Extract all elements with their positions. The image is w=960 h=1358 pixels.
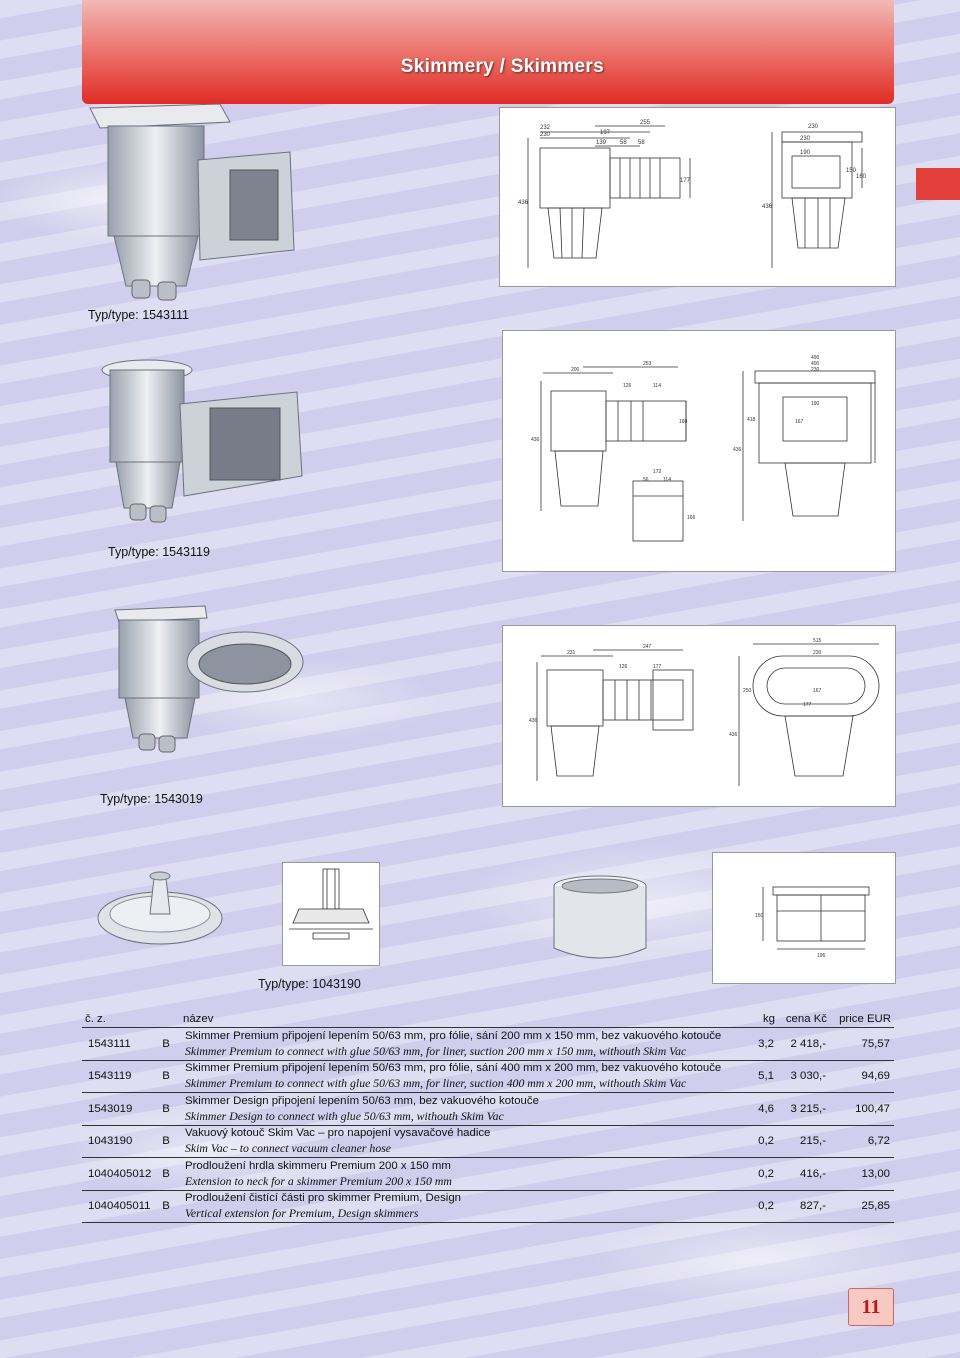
description-en: Skim Vac – to connect vacuum cleaner hose — [185, 1141, 392, 1156]
header-price-czk: cena Kč — [785, 1012, 827, 1025]
category: B — [162, 1135, 170, 1148]
price-table — [82, 1010, 894, 1223]
dimension-label: 230 — [800, 136, 811, 142]
dimension-label: 177 — [653, 664, 662, 670]
category: B — [162, 1167, 170, 1180]
weight-kg: 0,2 — [758, 1200, 774, 1213]
dimension-label: 418 — [747, 417, 756, 423]
product-code: 1543019 — [88, 1102, 133, 1115]
dimension-label: 139 — [596, 140, 607, 146]
description-cz: Prodloužení čistící části pro skimmer Premium, Design — [185, 1192, 461, 1205]
dimension-label: 436 — [733, 447, 742, 453]
description-cz: Skimmer Premium připojení lepením 50/63 mm, pro fólie, sání 200 mm x 150 mm, bez vakuového kotouče — [185, 1029, 722, 1042]
description-en: Extension to neck for a skimmer Premium 200 x 150 mm — [185, 1173, 452, 1188]
weight-kg: 5,1 — [758, 1070, 774, 1083]
header-price-eur: price EUR — [839, 1012, 891, 1025]
dimension-label: 114 — [653, 383, 661, 389]
price-eur: 25,85 — [861, 1200, 890, 1213]
description-cz: Skimmer Design připojení lepením 50/63 mm, bez vakuového kotouče — [185, 1094, 539, 1107]
price-czk: 3 030,- — [790, 1070, 826, 1083]
price-eur: 75,57 — [861, 1037, 890, 1050]
dimension-label: 150 — [846, 168, 857, 174]
weight-kg: 4,6 — [758, 1102, 774, 1115]
table-row — [82, 1028, 894, 1061]
dimension-label: 230 — [813, 650, 822, 656]
dimension-label: 126 — [619, 664, 628, 670]
category: B — [162, 1102, 170, 1115]
dimension-label: 400 — [811, 361, 820, 367]
dimension-label: 150 — [755, 913, 764, 919]
technical-drawing-1543111 — [499, 107, 896, 287]
dimension-label: 230 — [540, 132, 551, 138]
price-czk: 2 418,- — [790, 1037, 826, 1050]
dimension-label: 167 — [795, 419, 804, 425]
dimension-label: 253 — [643, 361, 652, 367]
page-title: Skimmery / Skimmers — [400, 56, 604, 77]
category: B — [162, 1037, 170, 1050]
product-photo-skim-vac — [90, 858, 230, 958]
header-kg: kg — [762, 1012, 775, 1025]
dimension-label: 436 — [729, 732, 738, 738]
dimension-label: 177 — [680, 178, 691, 184]
category: B — [162, 1070, 170, 1083]
dimension-label: 200 — [571, 367, 580, 373]
dimension-label: 190 — [811, 401, 820, 407]
product-caption: Typ/type: 1543111 — [88, 308, 190, 322]
dimension-label: 232 — [540, 125, 551, 131]
technical-drawing-1543119 — [502, 330, 896, 572]
dimension-label: 172 — [653, 469, 662, 475]
price-eur: 100,47 — [855, 1102, 890, 1115]
price-czk: 416,- — [800, 1167, 826, 1180]
description-en: Vertical extension for Premium, Design skimmers — [185, 1206, 419, 1221]
description — [180, 1029, 736, 1059]
product-caption: Typ/type: 1043190 — [258, 977, 361, 991]
category: B — [162, 1200, 170, 1213]
dimension-label: 436 — [762, 204, 773, 210]
header-name: název — [183, 1012, 214, 1025]
product-photo-1543019 — [95, 600, 310, 765]
weight-kg: 0,2 — [758, 1135, 774, 1148]
dimension-label: 167 — [813, 688, 822, 694]
table-row — [82, 1093, 894, 1126]
weight-kg: 3,2 — [758, 1037, 774, 1050]
price-czk: 827,- — [800, 1200, 826, 1213]
table-row — [82, 1158, 894, 1191]
price-eur: 94,69 — [861, 1070, 890, 1083]
dimension-label: 58 — [638, 140, 645, 146]
dimension-label: 231 — [567, 650, 576, 656]
product-photo-1543119 — [92, 356, 307, 536]
dimension-label: 247 — [643, 644, 652, 650]
dimension-label: 515 — [813, 638, 822, 644]
product-code: 1043190 — [88, 1135, 133, 1148]
dimension-label: 58 — [620, 140, 627, 146]
dimension-label: 196 — [817, 953, 826, 959]
dimension-label: 190 — [800, 150, 811, 156]
dimension-label: 160 — [679, 419, 688, 425]
technical-drawing-1543019 — [502, 625, 896, 807]
description — [180, 1094, 736, 1124]
product-caption: Typ/type: 1543019 — [100, 792, 203, 806]
product-photo-extension — [548, 872, 653, 964]
table-header — [82, 1010, 894, 1028]
dimension-label: 197 — [600, 130, 611, 136]
dimension-label: 436 — [518, 200, 529, 206]
product-photo-1543111 — [80, 100, 310, 305]
header-code: č. z. — [85, 1012, 106, 1025]
product-code: 1040405011 — [88, 1200, 151, 1213]
description-cz: Prodloužení hrdla skimmeru Premium 200 x 150 mm — [185, 1159, 451, 1172]
page-number: 11 — [848, 1288, 894, 1326]
dimension-label: 250 — [743, 688, 752, 694]
table-row — [82, 1061, 894, 1094]
section-tab-marker — [916, 168, 960, 200]
dimension-label: 255 — [640, 120, 651, 126]
weight-kg: 0,2 — [758, 1167, 774, 1180]
product-code: 1543119 — [88, 1070, 132, 1083]
description — [180, 1126, 736, 1156]
dimension-label: 436 — [531, 437, 540, 443]
description-en: Skimmer Design to connect with glue 50/63 mm, withouth Skim Vac — [185, 1108, 504, 1123]
dimension-label: 56 — [643, 477, 649, 483]
description — [180, 1061, 736, 1091]
description — [180, 1159, 736, 1189]
dimension-label: 160 — [856, 174, 867, 180]
technical-drawing-vertical-extension — [712, 852, 896, 984]
description — [180, 1191, 736, 1221]
technical-drawing-extension-neck — [282, 862, 380, 966]
product-caption: Typ/type: 1543119 — [108, 545, 210, 559]
dimension-label: 490 — [811, 355, 820, 361]
dimension-label: 230 — [808, 124, 819, 130]
dimension-label: 436 — [529, 718, 538, 724]
table-row — [82, 1191, 894, 1224]
dimension-label: 230 — [811, 367, 820, 373]
price-czk: 215,- — [800, 1135, 826, 1148]
table-row — [82, 1126, 894, 1159]
price-eur: 13,00 — [861, 1167, 890, 1180]
dimension-label: 114 — [663, 477, 671, 483]
description-en: Skimmer Premium to connect with glue 50/63 mm, for liner, suction 400 mm x 200 mm, withouth Skim Vac — [185, 1076, 687, 1091]
description-cz: Vakuový kotouč Skim Vac – pro napojení vysavačové hadice — [185, 1127, 491, 1140]
description-en: Skimmer Premium to connect with glue 50/63 mm, for liner, suction 200 mm x 150 mm, withouth Skim Vac — [185, 1043, 687, 1058]
dimension-label: 126 — [623, 383, 632, 389]
page-header — [82, 0, 894, 104]
price-czk: 3 215,- — [790, 1102, 826, 1115]
description-cz: Skimmer Premium připojení lepením 50/63 mm, pro fólie, sání 400 mm x 200 mm, bez vakuového kotouče — [185, 1062, 722, 1075]
product-code: 1040405012 — [88, 1167, 152, 1180]
product-code: 1543111 — [88, 1037, 131, 1050]
dimension-label: 166 — [687, 515, 696, 521]
price-eur: 6,72 — [867, 1135, 890, 1148]
dimension-label: 177 — [803, 702, 812, 708]
